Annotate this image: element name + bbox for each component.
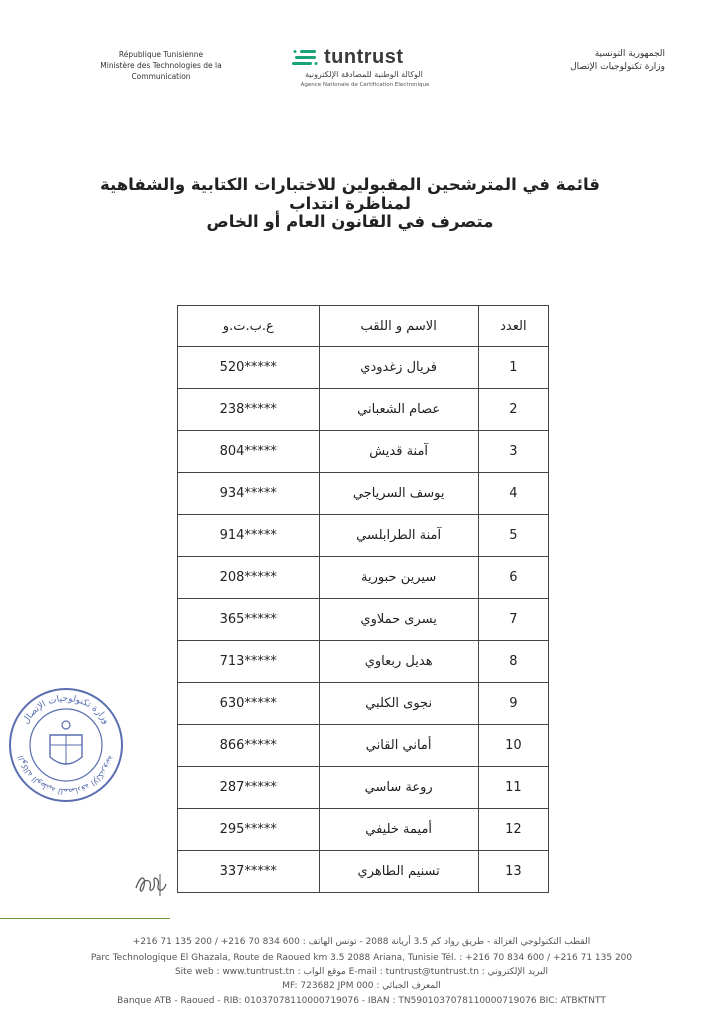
header-name: الاسم و اللقب bbox=[319, 306, 478, 347]
row-id: 520***** bbox=[178, 347, 320, 389]
row-name: آمنة قديش bbox=[319, 431, 478, 473]
table-row bbox=[178, 851, 549, 893]
table-row bbox=[178, 557, 549, 599]
table-row bbox=[178, 767, 549, 809]
row-name: يسرى حملاوي bbox=[319, 599, 478, 641]
table-row bbox=[178, 431, 549, 473]
row-id: 630***** bbox=[178, 683, 320, 725]
row-number: 10 bbox=[478, 725, 548, 767]
footer-divider bbox=[0, 918, 170, 919]
signature-icon bbox=[130, 866, 180, 900]
tuntrust-logo-icon bbox=[292, 48, 320, 70]
footer-address-fr: Parc Technologique El Ghazala, Route de Raoued km 3.5 2088 Ariana, Tunisie Tél. : +216 70 834 600 / +216 71 135 200 bbox=[90, 953, 633, 963]
table-row bbox=[178, 515, 549, 557]
republic-name-fr: République Tunisienne bbox=[118, 50, 204, 59]
row-number: 4 bbox=[478, 473, 548, 515]
row-name: هديل ربعاوي bbox=[319, 641, 478, 683]
logo-wordmark: tuntrust bbox=[324, 46, 404, 68]
document-title-line2: متصرف في القانون العام أو الخاص bbox=[206, 212, 494, 231]
table-row bbox=[178, 473, 549, 515]
header-left-block bbox=[86, 49, 236, 82]
ministry-name-fr: Ministère des Technologies de la Communication bbox=[100, 61, 222, 81]
row-number: 6 bbox=[478, 557, 548, 599]
row-id: 295***** bbox=[178, 809, 320, 851]
row-number: 3 bbox=[478, 431, 548, 473]
footer-web-email: Site web : www.tuntrust.tn : موقع الواب E-mail : tuntrust@tuntrust.tn : البريد الإلكتروني bbox=[174, 967, 549, 977]
footer-address-ar: القطب التكنولوجي الغزالة - طريق رواد كم 3.5 أريانة 2088 - تونس الهاتف : 600 834 70 216+ / 200 135 71 216+ bbox=[132, 937, 591, 947]
table-header-row bbox=[178, 306, 549, 347]
row-name: نجوى الكلبي bbox=[319, 683, 478, 725]
row-name: أميمة خليفي bbox=[319, 809, 478, 851]
row-id: 914***** bbox=[178, 515, 320, 557]
row-number: 9 bbox=[478, 683, 548, 725]
row-name: يوسف السرياجي bbox=[319, 473, 478, 515]
row-number: 12 bbox=[478, 809, 548, 851]
row-id: 238***** bbox=[178, 389, 320, 431]
header-right-block bbox=[515, 48, 665, 74]
row-name: روعة ساسي bbox=[319, 767, 478, 809]
row-id: 713***** bbox=[178, 641, 320, 683]
tuntrust-logo bbox=[290, 46, 440, 96]
row-id: 287***** bbox=[178, 767, 320, 809]
header-id: ع.ب.ت.و bbox=[178, 306, 320, 347]
header-number: العدد bbox=[478, 306, 548, 347]
logo-subtitle-ar: الوكالة الوطنية للمصادقة الإلكترونية bbox=[305, 70, 423, 79]
row-number: 2 bbox=[478, 389, 548, 431]
row-number: 1 bbox=[478, 347, 548, 389]
candidates-table bbox=[177, 305, 549, 893]
logo-subtitle-fr: Agence Nationale de Certification Electronique bbox=[300, 82, 430, 88]
ministry-name-ar: وزارة تكنولوجيات الإتصال bbox=[570, 62, 665, 72]
table-row bbox=[178, 641, 549, 683]
row-id: 365***** bbox=[178, 599, 320, 641]
row-number: 7 bbox=[478, 599, 548, 641]
official-stamp-icon bbox=[6, 685, 126, 805]
table-row bbox=[178, 389, 549, 431]
row-name: عصام الشعباني bbox=[319, 389, 478, 431]
table-row bbox=[178, 347, 549, 389]
document-title-line1: قائمة في المترشحين المقبولين للاختبارات الكتابية والشفاهية لمناظرة انتداب bbox=[100, 175, 600, 213]
row-name: آمنة الطرابلسي bbox=[319, 515, 478, 557]
row-id: 934***** bbox=[178, 473, 320, 515]
row-name: أماني القاني bbox=[319, 725, 478, 767]
row-id: 208***** bbox=[178, 557, 320, 599]
row-number: 11 bbox=[478, 767, 548, 809]
table-row bbox=[178, 809, 549, 851]
row-number: 8 bbox=[478, 641, 548, 683]
row-name: فريال زغدودي bbox=[319, 347, 478, 389]
republic-name-ar: الجمهورية التونسية bbox=[594, 49, 665, 59]
table-row bbox=[178, 725, 549, 767]
row-id: 337***** bbox=[178, 851, 320, 893]
footer-tax-id: المعرف الجبائي : MF: 723682 JPM 000 bbox=[282, 981, 441, 991]
row-number: 5 bbox=[478, 515, 548, 557]
row-id: 804***** bbox=[178, 431, 320, 473]
row-id: 866***** bbox=[178, 725, 320, 767]
footer-bank-details: Banque ATB - Raoued - RIB: 01037078110000719076 - IBAN : TN5901037078110000719076 BIC: ATBKTNTT bbox=[117, 996, 606, 1006]
row-name: سيرين حبورية bbox=[319, 557, 478, 599]
stamp-text-top: وزارة تكنولوجيات الإتصال bbox=[21, 693, 111, 726]
row-number: 13 bbox=[478, 851, 548, 893]
stamp-text-bottom: الوكالة الوطنية للمصادقة الإلكترونية bbox=[16, 754, 116, 797]
row-name: تسنيم الطاهري bbox=[319, 851, 478, 893]
table-row bbox=[178, 599, 549, 641]
table-row bbox=[178, 683, 549, 725]
